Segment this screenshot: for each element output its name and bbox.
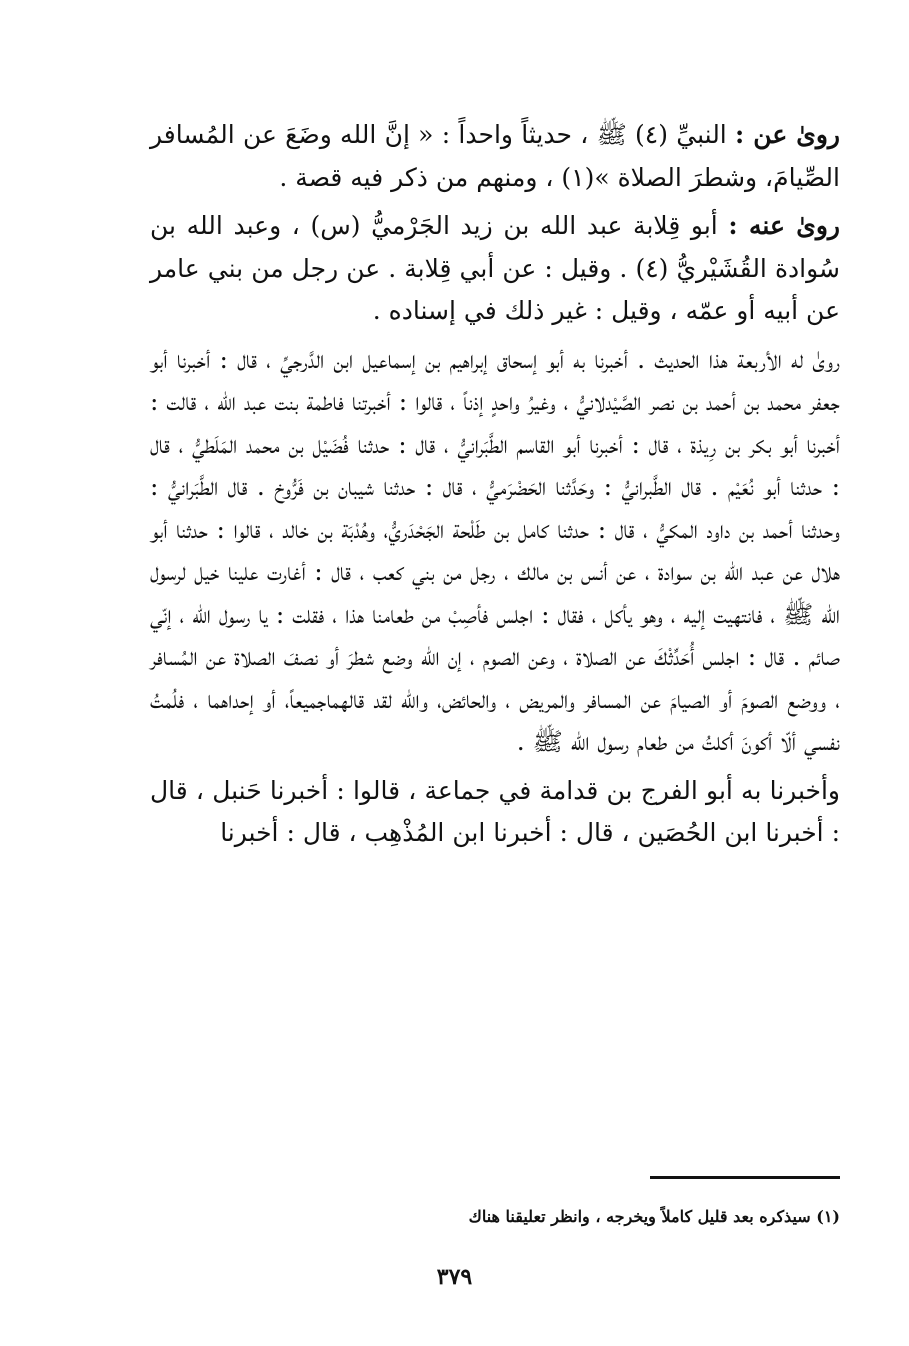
main-text bbox=[150, 114, 840, 861]
paragraph-text: روىٰ له الأربعة هذا الحديث . أخبرنا به أبو إسحاق إبراهيم بن إسماعيل ابن الدَّرجيِّ ، قال : أخبرنا أبو جعفر محمد بن أحمد بن نصر الصَّيْدلانيُّ ، وغيرُ واحدٍ إذناً ، قالوا : أخبرتنا فاطمة بنت عبد الله ، قالت : أخبرنا أبو بكر بن رِيذة ، قال : أخبرنا أبو القاسم الطَّبَرانيُّ ، قال : حدثنا فُضَيْل بن محمد المَلَطيُّ ، قال : حدثنا أبو نُعَيْم . قال الطَّبرانيُّ : وحَدَّثنا الحَضْرَميُّ ، قال : حدثنا شيبان بن فَرُّوخ . قال الطَّبَرانيُّ : وحدثنا أحمد بن داود المكيُّ ، قال : حدثنا كامل بن طَلْحة الجَحْدَريُّ، وهُدْبَة بن خالد ، قالوا : حدثنا أبو هلال عن عبد الله بن سوادة ، عن أنس بن مالك ، رجل من بني كعب ، قال : أغارت علينا خيل لرسول الله ﷺ ، فانتهيت إليه ، وهو يأكل ، فقال : اجلس فأصِبْ من طعامنا هذا ، فقلت : يا رسول الله ، إنّي صائم . قال : اجلس أُحَدِّثْكَ عن الصلاة ، وعن الصوم ، إن الله وضع شطرَ أو نصفَ الصلاة عن المُسافر ، ووضع الصومَ أو الصيامَ عن المسافر والمريض ، والحائض، والله لقد قالهماجميعاً، أو إحداهما ، فلُمتُ نفسي ألّا أكونَ أكلتُ من طعام رسول الله ﷺ . bbox=[150, 344, 840, 756]
paragraph-hadith bbox=[150, 339, 840, 764]
paragraph-lead: روىٰ عنه : bbox=[728, 211, 840, 240]
paragraph-text: أبو قِلابة عبد الله بن زيد الجَرْميُّ (س) ، وعبد الله بن سُوادة القُشَيْريُّ (٤) . وقيل : عن أبي قِلابة . عن رجل من بني عامر عن أبيه أو عمّه ، وقيل : غير ذلك في إسناده . bbox=[150, 211, 840, 325]
paragraph-chain bbox=[150, 770, 840, 855]
paragraph-text: النبيِّ (٤) ﷺ ، حديثاً واحداً : « إنَّ الله وضَعَ عن المُسافر الصِّيامَ، وشطرَ الصلاة »(١) ، ومنهم من ذكر فيه قصة . bbox=[150, 120, 840, 192]
footnote: (١) سيذكره بعد قليل كاملاً ويخرجه ، وانظر تعليقنا هناك bbox=[468, 1207, 840, 1226]
footnote-separator bbox=[650, 1176, 840, 1179]
paragraph-narrated-by bbox=[150, 205, 840, 333]
paragraph-lead: روىٰ عن : bbox=[735, 120, 840, 149]
paragraph-narrated-from bbox=[150, 114, 840, 199]
page-number: ٣٧٩ bbox=[436, 1264, 473, 1290]
paragraph-text: وأخبرنا به أبو الفرج بن قدامة في جماعة ، قالوا : أخبرنا حَنبل ، قال : أخبرنا ابن الحُصَين ، قال : أخبرنا ابن المُذْهِب ، قال : أخبرنا bbox=[150, 775, 840, 847]
